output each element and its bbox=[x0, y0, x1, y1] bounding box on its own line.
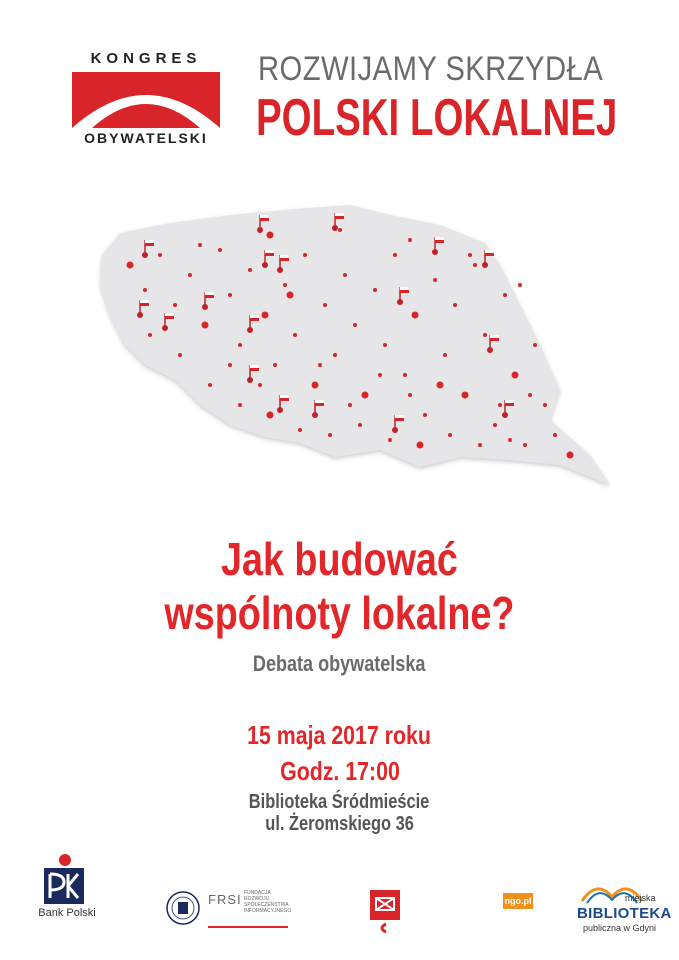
frsi-full-name: FUNDACJA ROZWOJU SPOŁECZEŃSTWA INFORMACYJNEGO bbox=[244, 890, 292, 914]
map-dot bbox=[262, 312, 269, 319]
map-dot bbox=[503, 293, 507, 297]
map-dot bbox=[518, 283, 522, 287]
map-dot bbox=[543, 403, 547, 407]
map-dot bbox=[293, 333, 297, 337]
event-title-line1: Jak budować bbox=[221, 533, 458, 585]
map-dot bbox=[388, 438, 392, 442]
map-dot bbox=[338, 228, 342, 232]
event-venue: Biblioteka Śródmieście bbox=[249, 791, 430, 813]
map-dot bbox=[383, 343, 387, 347]
map-dot bbox=[498, 403, 502, 407]
map-dot bbox=[453, 303, 457, 307]
map-dot bbox=[178, 353, 182, 357]
kongres-obywatelski-logo bbox=[68, 50, 224, 150]
map-dot bbox=[553, 433, 557, 437]
map-dot bbox=[423, 413, 427, 417]
frsi-logo bbox=[208, 890, 293, 930]
map-dot bbox=[483, 333, 487, 337]
library-sub-text: publiczna w Gdyni bbox=[583, 923, 657, 933]
library-main-text: BIBLIOTEKA bbox=[577, 905, 672, 922]
logo-top-text: KONGRES bbox=[90, 50, 202, 67]
map-dot bbox=[408, 238, 412, 242]
map-dot bbox=[248, 268, 252, 272]
university-seal-icon bbox=[165, 890, 201, 926]
map-dot bbox=[238, 343, 242, 347]
map-dot bbox=[202, 322, 209, 329]
map-dot bbox=[353, 323, 357, 327]
pko-bank-label: Bank Polski bbox=[38, 907, 96, 919]
map-dot bbox=[188, 273, 192, 277]
map-dot bbox=[362, 392, 369, 399]
map-dot bbox=[173, 303, 177, 307]
map-dot bbox=[208, 383, 212, 387]
map-dot bbox=[218, 248, 222, 252]
map-dot bbox=[312, 382, 319, 389]
map-dot bbox=[348, 403, 352, 407]
map-dot bbox=[533, 343, 537, 347]
map-dot bbox=[287, 292, 294, 299]
map-dot bbox=[448, 433, 452, 437]
map-dot bbox=[298, 428, 302, 432]
map-dot bbox=[478, 443, 482, 447]
map-dot bbox=[228, 293, 232, 297]
map-dot bbox=[158, 253, 162, 257]
map-dot bbox=[283, 283, 287, 287]
map-dot bbox=[303, 253, 307, 257]
map-dot bbox=[567, 452, 574, 459]
map-dot bbox=[393, 253, 397, 257]
map-dot bbox=[437, 382, 444, 389]
map-dot bbox=[273, 363, 277, 367]
map-dot bbox=[508, 438, 512, 442]
event-address: ul. Żeromskiego 36 bbox=[265, 813, 414, 835]
map-dot bbox=[412, 312, 419, 319]
map-dot bbox=[358, 423, 362, 427]
map-dot bbox=[318, 363, 322, 367]
ngo-pl-logo: ngo.pl bbox=[503, 893, 533, 909]
poland-map bbox=[90, 195, 610, 495]
map-dot bbox=[443, 353, 447, 357]
miejska-biblioteka-logo bbox=[573, 875, 672, 945]
map-dot bbox=[333, 353, 337, 357]
map-dot bbox=[403, 373, 407, 377]
event-date: 15 maja 2017 roku bbox=[247, 720, 432, 750]
map-dot bbox=[528, 393, 532, 397]
event-subtitle: Debata obywatelska bbox=[253, 651, 426, 676]
map-dot bbox=[343, 273, 347, 277]
map-dot bbox=[267, 232, 274, 239]
map-dot bbox=[378, 373, 382, 377]
map-dot bbox=[323, 303, 327, 307]
centrum-logo-icon bbox=[368, 890, 402, 934]
map-dot bbox=[238, 403, 242, 407]
headline-line1: ROZWIJAMY SKRZYDŁA bbox=[258, 50, 604, 88]
map-dot bbox=[468, 253, 472, 257]
map-dot bbox=[417, 442, 424, 449]
map-dot bbox=[512, 372, 519, 379]
map-dot bbox=[143, 288, 147, 292]
library-top-text: miejska bbox=[625, 893, 656, 903]
bridge-arch-icon bbox=[72, 72, 220, 128]
map-dot bbox=[127, 262, 134, 269]
map-dot bbox=[198, 243, 202, 247]
map-dot bbox=[493, 423, 497, 427]
map-dot bbox=[408, 393, 412, 397]
map-dot bbox=[523, 443, 527, 447]
map-dot bbox=[328, 433, 332, 437]
map-dot bbox=[373, 288, 377, 292]
headline-line2: POLSKI LOKALNEJ bbox=[256, 89, 618, 147]
event-time: Godz. 17:00 bbox=[279, 756, 400, 786]
map-dot bbox=[148, 333, 152, 337]
map-dot bbox=[258, 383, 262, 387]
frsi-name: FRSI bbox=[208, 892, 242, 907]
event-title-line2: wspólnoty lokalne? bbox=[164, 587, 515, 639]
map-dot bbox=[228, 363, 232, 367]
map-dot bbox=[462, 392, 469, 399]
map-dot bbox=[433, 278, 437, 282]
logo-bottom-text: OBYWATELSKI bbox=[84, 130, 208, 146]
map-dot bbox=[267, 412, 274, 419]
map-dot bbox=[473, 263, 477, 267]
